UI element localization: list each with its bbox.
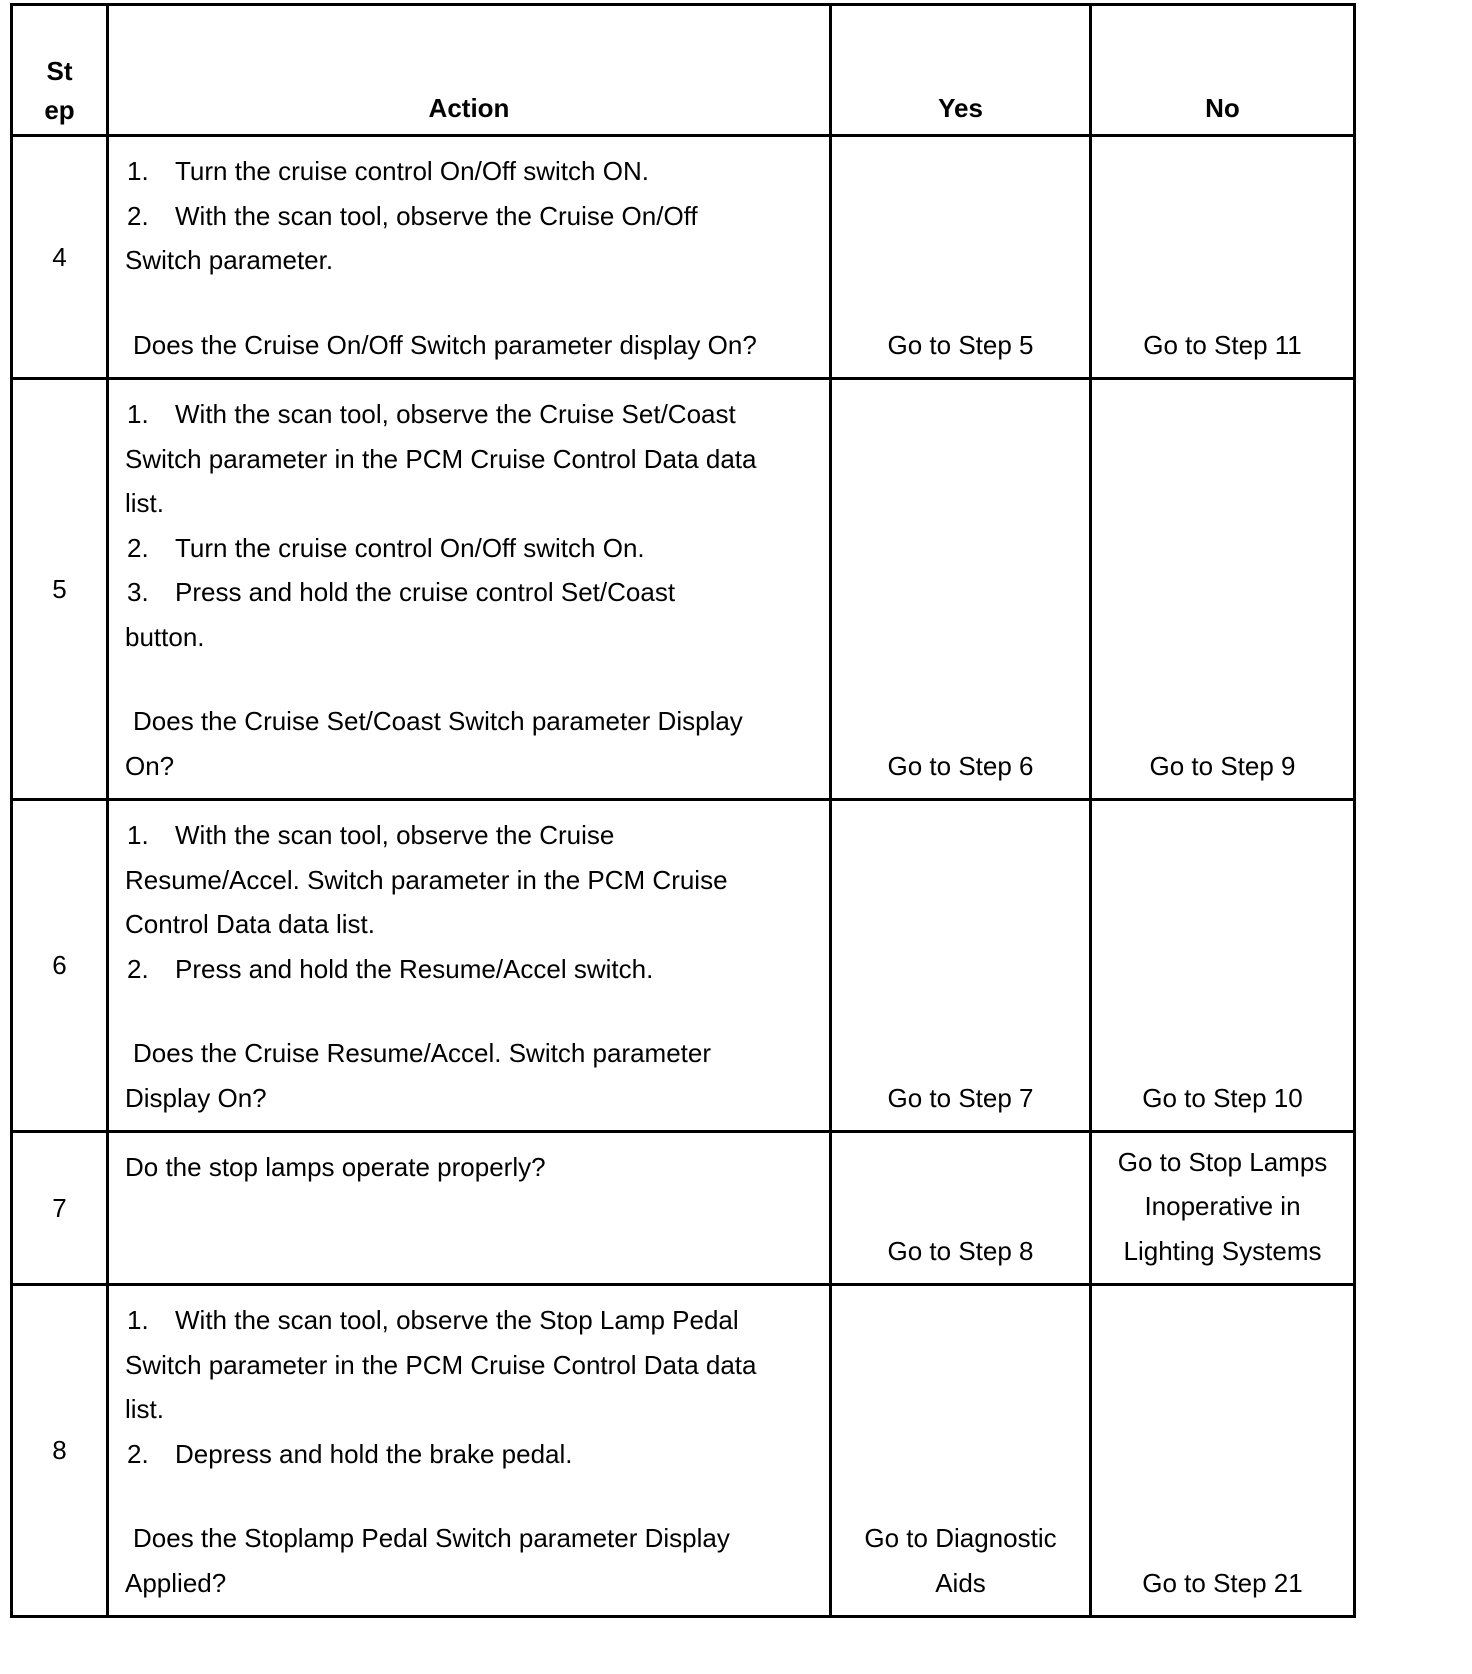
step-number: 7 [12,1132,108,1285]
action-item: 1. Turn the cruise control On/Off switch ON. [127,156,649,186]
yes-result: Go to Step 8 [831,1132,1091,1285]
action-item: 2. Press and hold the Resume/Accel switch. [127,953,654,984]
no-result: Go to Step 21 [1091,1285,1355,1617]
action-item: 2. Turn the cruise control On/Off switch On. [127,532,645,563]
diagnostic-table [10,3,1356,1618]
action-item: 1. With the scan tool, observe the Cruise Set/Coast [127,399,736,429]
diagnostic-table-container [10,3,1356,1618]
action-item-continuation: Switch parameter. [125,245,334,275]
table-row-step-6 [12,800,1355,1132]
action-item: 1. With the scan tool, observe the Cruise [127,820,615,850]
yes-result: Go to Step 5 [831,136,1091,379]
yes-result: Go to Step 6 [831,379,1091,800]
action-cell [108,136,831,379]
yes-result: Go to Step 7 [831,800,1091,1132]
action-item-continuation: Resume/Accel. Switch parameter in the PCM Cruise [125,864,728,895]
action-question: Do the stop lamps operate properly? [125,1152,546,1182]
no-result: Go to Step 11 [1091,136,1355,379]
step-header-line2: ep [44,95,75,125]
step-number: 4 [12,136,108,379]
no-result: Go to Step 9 [1091,379,1355,800]
table-row-step-8 [12,1285,1355,1617]
table-row-step-5 [12,379,1355,800]
action-question: Does the Cruise Set/Coast Switch parameter Display [133,706,743,736]
action-item-continuation: Switch parameter in the PCM Cruise Control Data data [125,1349,757,1380]
action-cell [108,1132,831,1285]
action-item-continuation: Control Data data list. [125,909,376,939]
no-result: Go to Step 10 [1091,800,1355,1132]
no-header: No [1091,5,1355,136]
yes-result: Go to Diagnostic Aids [831,1285,1091,1617]
action-question: Does the Cruise Resume/Accel. Switch parameter [133,1038,712,1068]
step-number: 6 [12,800,108,1132]
header-row [12,5,1355,136]
yes-header: Yes [831,5,1091,136]
action-question: Does the Cruise On/Off Switch parameter display On? [133,329,757,360]
step-number: 5 [12,379,108,800]
action-cell [108,379,831,800]
step-header-line1: St [46,56,73,86]
action-question: Does the Stoplamp Pedal Switch parameter Display [133,1523,730,1553]
step-header [12,5,108,136]
action-cell [108,1285,831,1617]
table-row-step-4 [12,136,1355,379]
action-item-continuation: list. [125,1394,164,1424]
table-row-step-7 [12,1132,1355,1285]
action-item-continuation: list. [125,488,164,518]
action-item: 3. Press and hold the cruise control Set/Coast [127,577,676,607]
action-item-continuation: button. [125,621,205,652]
no-result: Go to Stop Lamps Inoperative in Lighting Systems [1091,1132,1355,1285]
action-question-continuation: On? [125,750,175,781]
action-question-continuation: Applied? [125,1567,227,1598]
action-cell [108,800,831,1132]
action-header: Action [108,5,831,136]
action-item: 2. With the scan tool, observe the Cruise On/Off [127,200,698,231]
action-item: 1. With the scan tool, observe the Stop Lamp Pedal [127,1305,739,1335]
action-question-continuation: Display On? [125,1082,267,1113]
action-item: 2. Depress and hold the brake pedal. [127,1438,573,1469]
step-number: 8 [12,1285,108,1617]
action-item-continuation: Switch parameter in the PCM Cruise Control Data data [125,443,757,474]
